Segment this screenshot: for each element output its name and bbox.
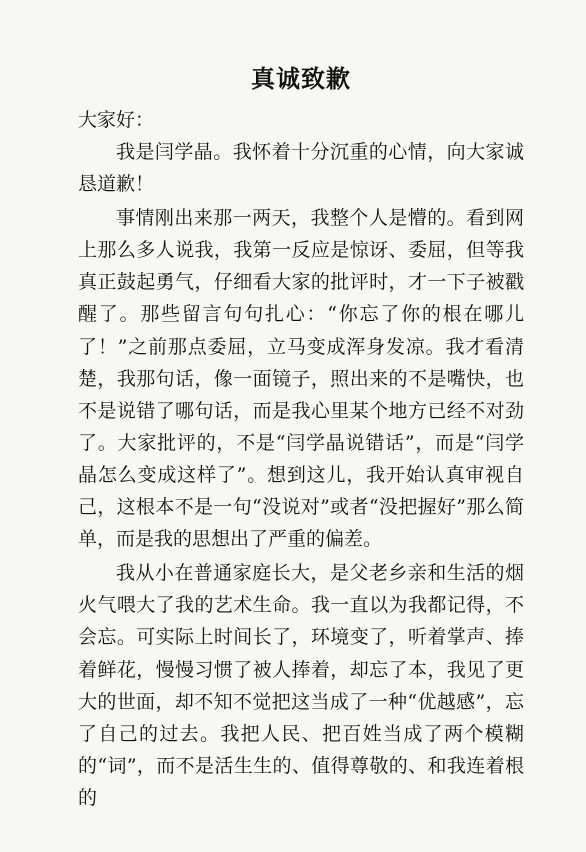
paragraph-3: 我从小在普通家庭长大，是父老乡亲和生活的烟火气喂大了我的艺术生命。我一直以为我都记得，不会忘。可实际上时间长了，环境变了，听着掌声、捧着鲜花，慢慢习惯了被人捧着，却忘了本，我见了更大的世面，却不知不觉把这当成了一种“优越感”，忘了自己的过去。我把人民、把百姓当成了两个模糊的“词”，而不是活生生的、值得尊敬的、和我连着根的 — [78, 562, 524, 809]
salutation: 大家好： — [78, 109, 155, 131]
document-title: 真诚致歉 — [251, 64, 351, 93]
paragraph-1: 我是闫学晶。我怀着十分沉重的心情，向大家诚恳道歉！ — [78, 141, 524, 196]
paragraph-2: 事情刚出来那一两天，我整个人是懵的。看到网上那么多人说我，我第一反应是惊讶、委屈，但等我真正鼓起勇气，仔细看大家的批评时，才一下子被戳醒了。那些留言句句扎心：“你忘了你的根在哪儿了！”之前那点委屈，立马变成浑身发凉。我才看清楚，我那句话，像一面镜子，照出来的不是嘴快，也不是说错了哪句话，而是我心里某个地方已经不对劲了。大家批评的，不是“闫学晶说错话”，而是“闫学晶怎么变成这样了”。想到这儿，我开始认真审视自己，这根本不是一句“没说对”或者“没把握好”那么简单，而是我的思想出了严重的偏差。 — [78, 207, 524, 551]
